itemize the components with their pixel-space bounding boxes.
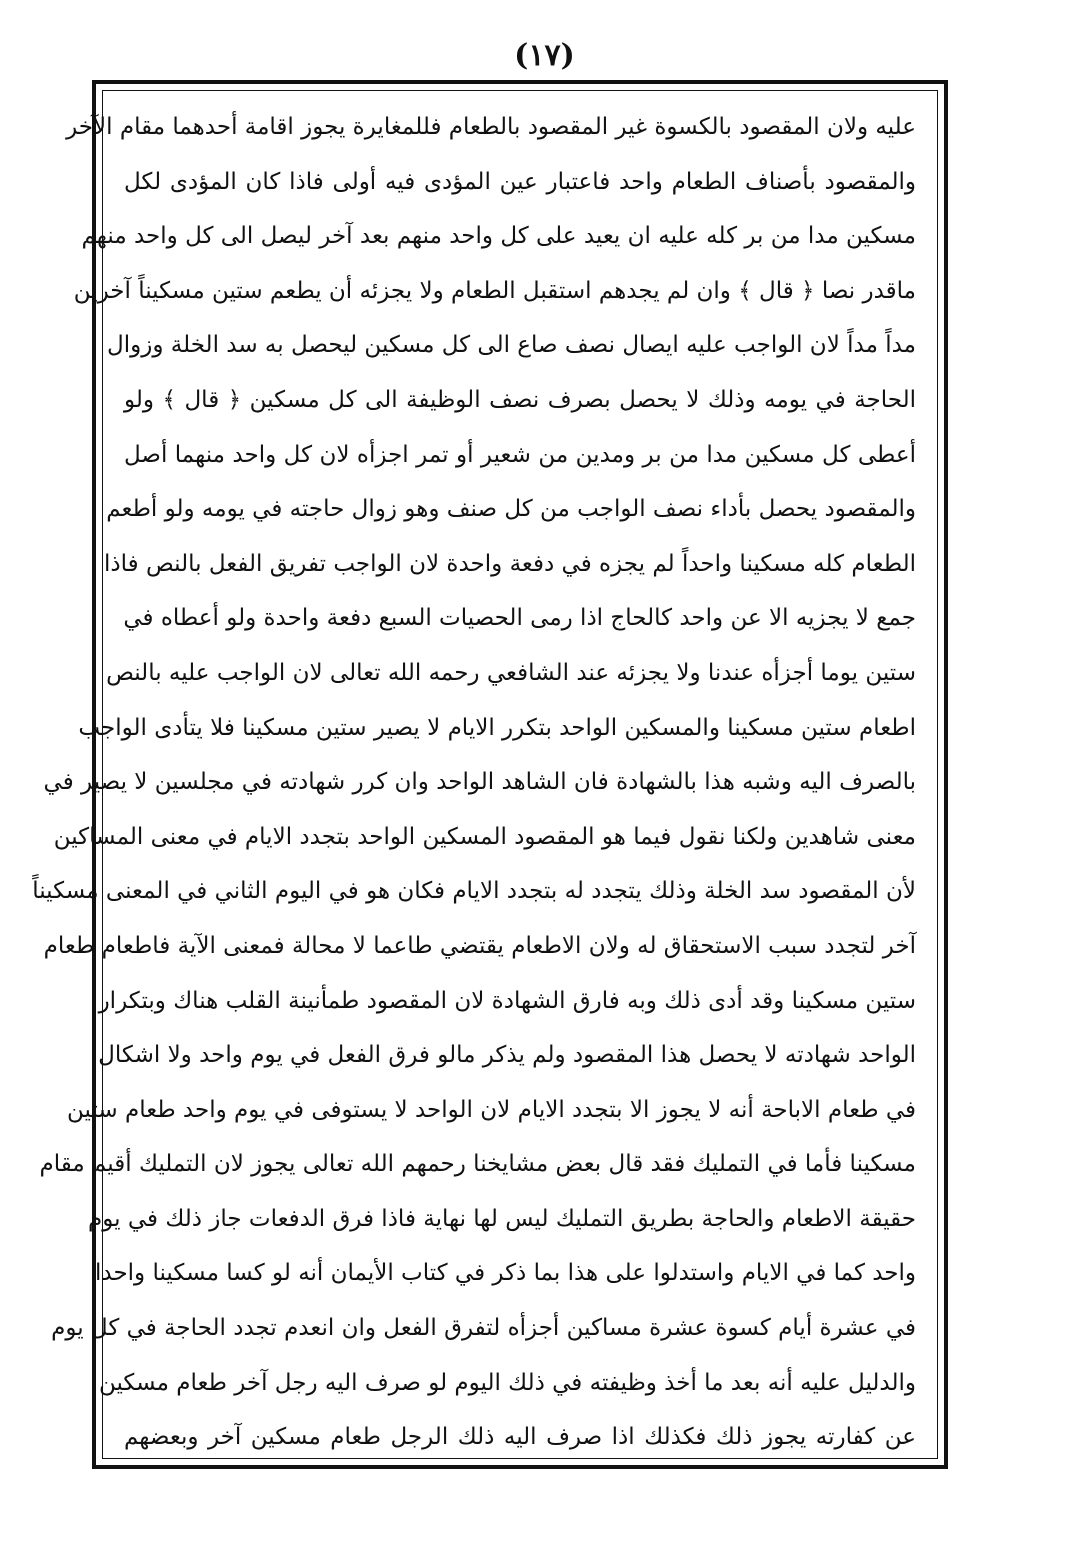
text-line: عن كفارته يجوز ذلك فكذلك اذا صرف اليه ذلك الرجل طعام مسكين آخر وبعضهم [124, 1424, 916, 1451]
text-line: مداً مداً لان الواجب عليه ايصال نصف صاع الى كل مسكين ليحصل به سد الخلة وزوال [107, 332, 916, 359]
text-line: الحاجة في يومه وذلك لا يحصل بصرف نصف الوظيفة الى كل مسكين ﴿ قال ﴾ ولو [124, 386, 916, 413]
text-line: آخر لتجدد سبب الاستحقاق له ولان الاطعام يقتضي طاعما لا محالة فمعنى الآية فاطعام طعام [43, 932, 916, 959]
text-line: في عشرة أيام كسوة عشرة مساكين أجزأه لتفرق الفعل وان انعدم تجدد الحاجة في كل يوم [51, 1315, 916, 1342]
text-line: الواحد شهادته لا يحصل هذا المقصود ولم يذكر مالو فرق الفعل في يوم واحد ولا اشكال [98, 1042, 916, 1069]
text-line: ستين يوما أجزأه عندنا ولا يجزئه عند الشافعي رحمه الله تعالى لان الواجب عليه بالنص [106, 659, 916, 686]
text-line: الطعام كله مسكينا واحداً لم يجزه في دفعة واحدة لان الواجب تفريق الفعل بالنص فاذا [104, 550, 916, 577]
text-line: مسكين مدا من بر كله عليه ان يعيد على كل واحد منهم بعد آخر ليصل الى كل واحد منهم [81, 223, 916, 250]
text-line: والدليل عليه أنه بعد ما أخذ وظيفته في ذلك اليوم لو صرف اليه رجل آخر طعام مسكين [98, 1369, 916, 1396]
text-line: في طعام الاباحة أنه لا يجوز الا بتجدد الايام لان الواحد لا يستوفى في يوم واحد طعام ستين [67, 1096, 916, 1123]
text-line: واحد كما في الايام واستدلوا على هذا بما ذكر في كتاب الأيمان أنه لو كسا مسكينا واحدا [94, 1260, 916, 1287]
text-line: حقيقة الاطعام والحاجة بطريق التمليك ليس لها نهاية فاذا فرق الدفعات جاز ذلك في يوم [88, 1205, 916, 1232]
body-text [32, 100, 916, 1465]
text-line: بالصرف اليه وشبه هذا بالشهادة فان الشاهد الواحد وان كرر شهادته في مجلسين لا يصير في [43, 769, 916, 796]
text-line: جمع لا يجزيه الا عن واحد كالحاج اذا رمى الحصيات السبع دفعة واحدة ولو أعطاه في [123, 605, 916, 632]
text-line: والمقصود بأصناف الطعام واحد فاعتبار عين المؤدى فيه أولى فاذا كان المؤدى لكل [124, 168, 916, 195]
text-line: عليه ولان المقصود بالكسوة غير المقصود بالطعام فللمغايرة يجوز اقامة أحدهما مقام الآخر [66, 114, 916, 140]
text-line: ستين مسكينا وقد أدى ذلك وبه فارق الشهادة لان المقصود طمأنينة القلب هناك وبتكرار [98, 987, 916, 1014]
text-line: والمقصود يحصل بأداء نصف الواجب من كل صنف وهو زوال حاجته في يومه ولو أطعم [106, 496, 916, 523]
text-line: مسكينا فأما في التمليك فقد قال بعض مشايخنا رحمهم الله تعالى يجوز لان التمليك أقيم مقام [39, 1151, 916, 1178]
text-line: أعطى كل مسكين مدا من بر ومدين من شعير أو تمر اجزأه لان كل واحد منهما أصل [124, 441, 916, 468]
text-line: ماقدر نصا ﴿ قال ﴾ وان لم يجدهم استقبل الطعام ولا يجزئه أن يطعم ستين مسكيناً آخرين [73, 277, 916, 304]
text-line: اطعام ستين مسكينا والمسكين الواحد بتكرر الايام لا يصير ستين مسكينا فلا يتأدى الواجب [78, 714, 916, 741]
text-line: لأن المقصود سد الخلة وذلك يتجدد له بتجدد الايام فكان هو في اليوم الثاني في المعنى مسكيناً [32, 878, 916, 905]
text-line: معنى شاهدين ولكنا نقول فيما هو المقصود المسكين الواحد بتجدد الايام في معنى المساكين [53, 823, 916, 850]
page-number: (١٧) [514, 38, 575, 73]
